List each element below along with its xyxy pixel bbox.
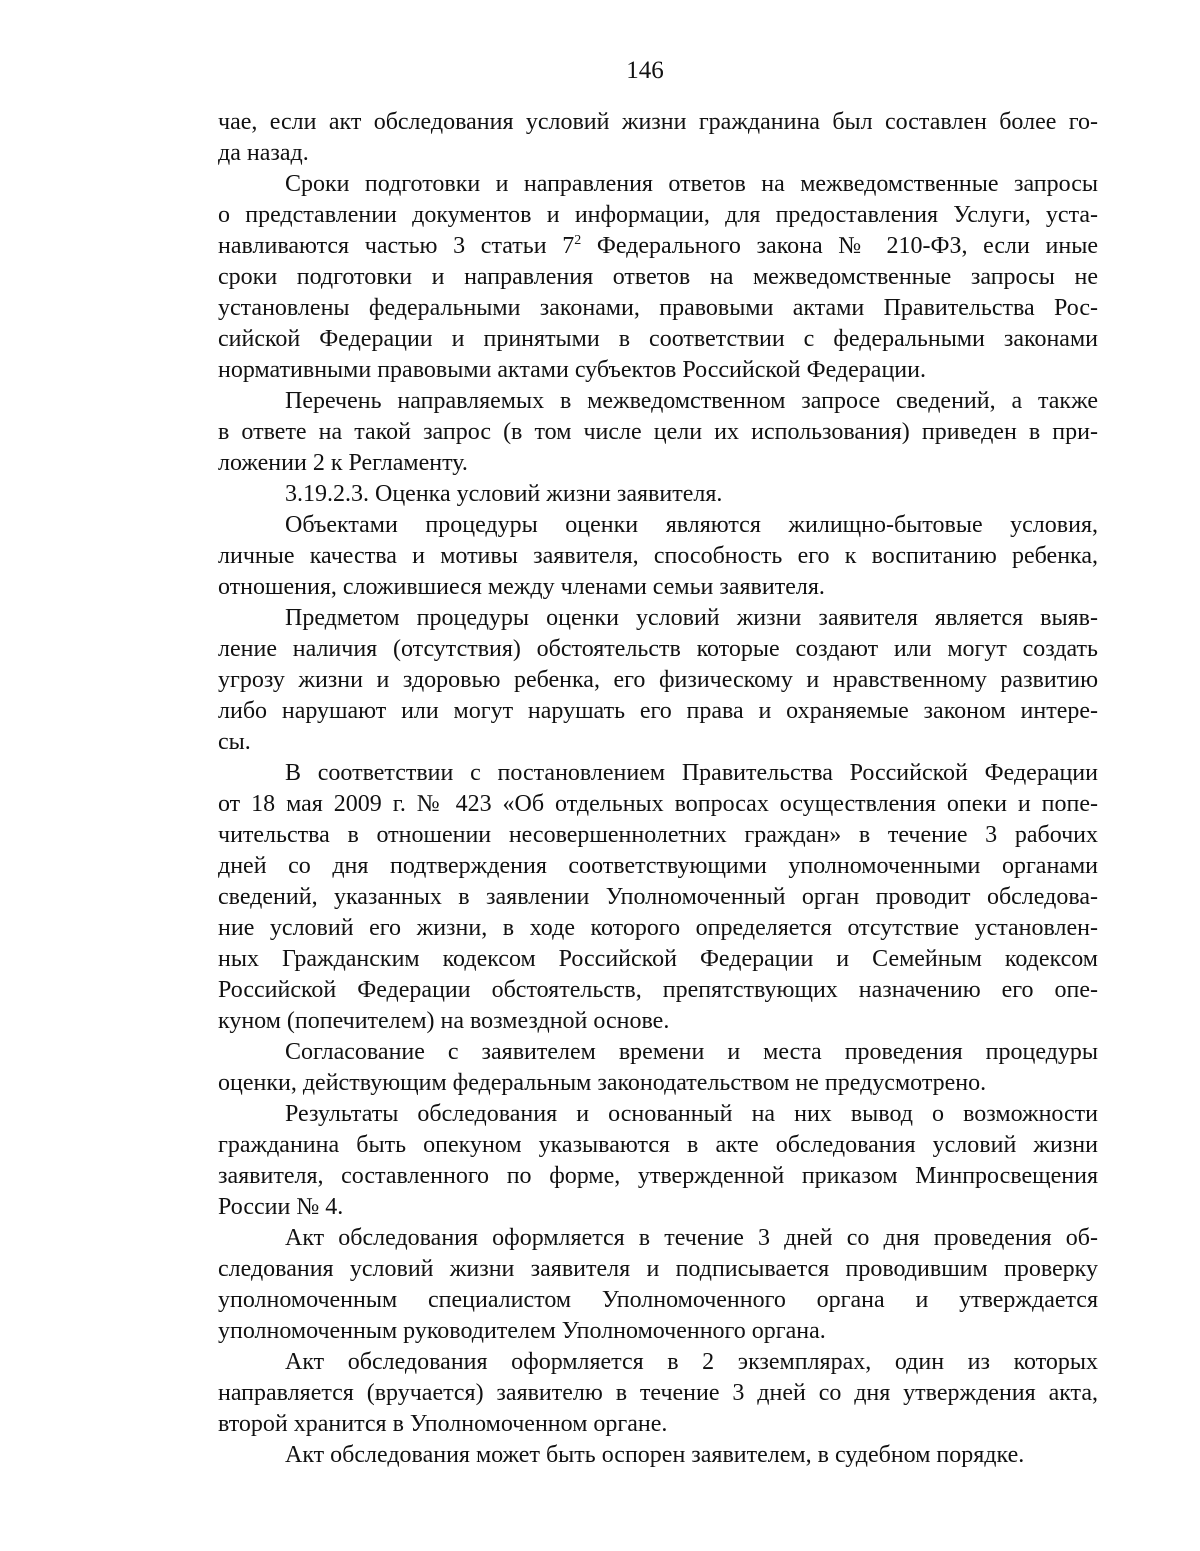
text-line: сведений, указанных в заявлении Уполномоченный орган проводит обследова- xyxy=(218,884,1098,910)
text-line: чительства в отношении несовершеннолетних граждан» в течение 3 рабочих xyxy=(218,822,1098,848)
text-line: уполномоченным специалистом Уполномоченного органа и утверждается xyxy=(218,1287,1098,1313)
text-fragment: Федерального закона № 210-ФЗ, если иные xyxy=(581,233,1098,259)
text-line: Акт обследования может быть оспорен заявителем, в судебном порядке. xyxy=(285,1442,1025,1468)
text-line: ление наличия (отсутствия) обстоятельств которые создают или могут создать xyxy=(218,636,1098,662)
text-line: оценки, действующим федеральным законодательством не предусмотрено. xyxy=(218,1070,987,1096)
text-line: направляется (вручается) заявителю в течение 3 дней со дня утверждения акта, xyxy=(218,1380,1098,1406)
paragraph-3 xyxy=(218,386,1098,479)
text-line: Перечень направляемых в межведомственном запросе сведений, а также xyxy=(285,388,1098,414)
text-line: чае, если акт обследования условий жизни гражданина был составлен более го- xyxy=(218,109,1098,135)
text-line: ных Гражданским кодексом Российской Федерации и Семейным кодексом xyxy=(218,946,1098,972)
paragraph-5 xyxy=(218,510,1098,603)
text-line: да назад. xyxy=(218,140,309,166)
paragraph-9 xyxy=(218,1099,1098,1223)
text-line: либо нарушают или могут нарушать его права и охраняемые законом интере- xyxy=(218,698,1098,724)
text-line: гражданина быть опекуном указываются в акте обследования условий жизни xyxy=(218,1132,1098,1158)
text-line: сы. xyxy=(218,729,251,755)
text-line: сийской Федерации и принятыми в соответствии с федеральными законами xyxy=(218,326,1098,352)
paragraph-2 xyxy=(218,169,1098,386)
text-line: уполномоченным руководителем Уполномоченного органа. xyxy=(218,1318,826,1344)
text-line: заявителя, составленного по форме, утвержденной приказом Минпросвещения xyxy=(218,1163,1098,1189)
superscript: 2 xyxy=(574,233,582,248)
text-line: России № 4. xyxy=(218,1194,344,1220)
text-line: нормативными правовыми актами субъектов Российской Федерации. xyxy=(218,357,926,383)
document-body xyxy=(218,107,1098,1471)
text-line: угрозу жизни и здоровью ребенка, его физическому и нравственному развитию xyxy=(218,667,1098,693)
paragraph-10 xyxy=(218,1223,1098,1347)
text-line: дней со дня подтверждения соответствующими уполномоченными органами xyxy=(218,853,1098,879)
paragraph-7 xyxy=(218,758,1098,1037)
text-line: ние условий его жизни, в ходе которого определяется отсутствие установлен- xyxy=(218,915,1098,941)
text-line: второй хранится в Уполномоченном органе. xyxy=(218,1411,668,1437)
text-line: Объектами процедуры оценки являются жилищно-бытовые условия, xyxy=(285,512,1098,538)
paragraph-8 xyxy=(218,1037,1098,1099)
text-line: от 18 мая 2009 г. № 423 «Об отдельных вопросах осуществления опеки и попе- xyxy=(218,791,1098,817)
text-line: следования условий жизни заявителя и подписывается проводившим проверку xyxy=(218,1256,1098,1282)
text-line: куном (попечителем) на возмездной основе. xyxy=(218,1008,670,1034)
text-line: Предметом процедуры оценки условий жизни заявителя является выяв- xyxy=(285,605,1098,631)
page-number: 146 xyxy=(626,57,664,84)
paragraph-12 xyxy=(218,1440,1098,1471)
text-line: Акт обследования оформляется в 2 экземплярах, один из которых xyxy=(285,1349,1098,1375)
text-line: ложении 2 к Регламенту. xyxy=(218,450,468,476)
text-line: Акт обследования оформляется в течение 3 дней со дня проведения об- xyxy=(285,1225,1098,1251)
text-line: Согласование с заявителем времени и места проведения процедуры xyxy=(285,1039,1098,1065)
text-line: отношения, сложившиеся между членами семьи заявителя. xyxy=(218,574,825,600)
text-line: В соответствии с постановлением Правительства Российской Федерации xyxy=(285,760,1098,786)
paragraph-6 xyxy=(218,603,1098,758)
text-line: Российской Федерации обстоятельств, препятствующих назначению его опе- xyxy=(218,977,1098,1003)
text-line: Сроки подготовки и направления ответов на межведомственные запросы xyxy=(285,171,1098,197)
text-line: сроки подготовки и направления ответов на межведомственные запросы не xyxy=(218,264,1098,290)
text-line: Результаты обследования и основанный на них вывод о возможности xyxy=(285,1101,1098,1127)
paragraph-11 xyxy=(218,1347,1098,1440)
text-fragment: навливаются частью 3 статьи 7 xyxy=(218,233,575,259)
text-line: 3.19.2.3. Оценка условий жизни заявителя. xyxy=(285,481,723,507)
paragraph-1 xyxy=(218,107,1098,169)
section-heading xyxy=(218,479,1098,510)
text-line: в ответе на такой запрос (в том числе цели их использования) приведен в при- xyxy=(218,419,1098,445)
text-line: о представлении документов и информации, для предоставления Услуги, уста- xyxy=(218,202,1098,228)
text-line-with-superscript xyxy=(218,231,1098,262)
text-line: установлены федеральными законами, правовыми актами Правительства Рос- xyxy=(218,295,1098,321)
text-line: личные качества и мотивы заявителя, способность его к воспитанию ребенка, xyxy=(218,543,1098,569)
